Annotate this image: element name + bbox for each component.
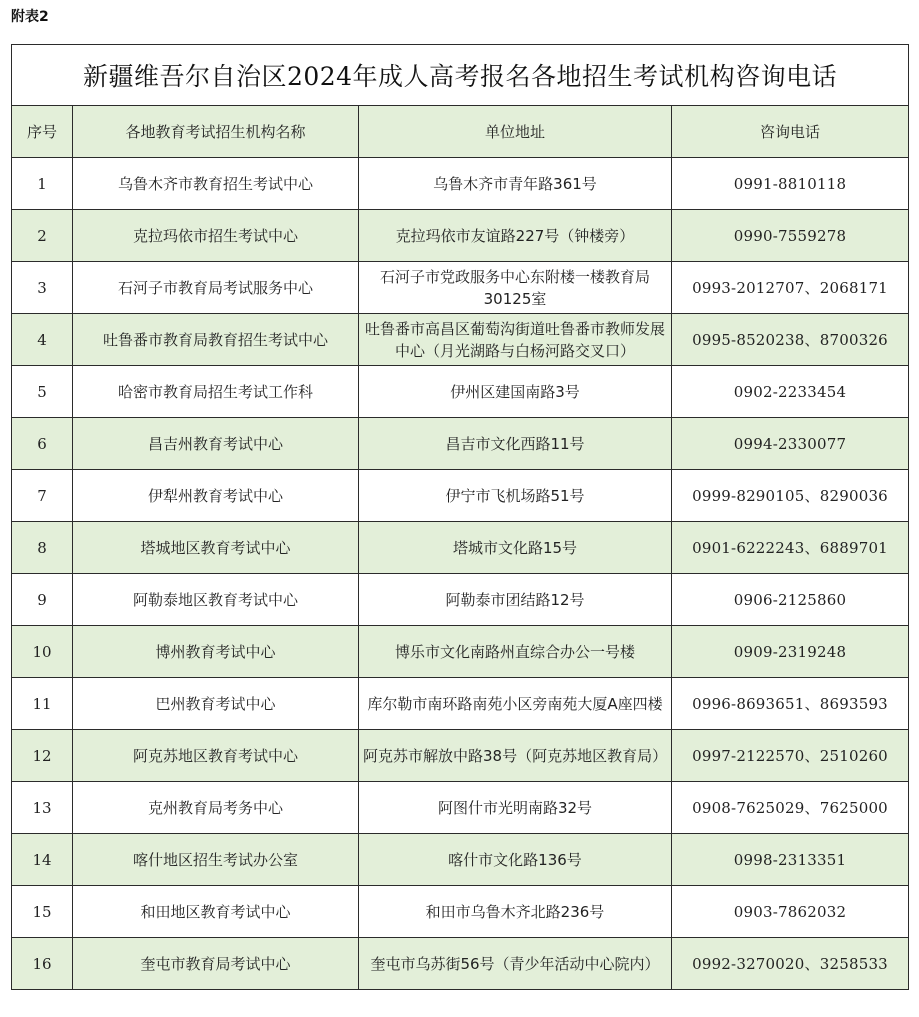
institution-address: 克拉玛依市友谊路227号（钟楼旁） [359,210,672,262]
consultation-phone: 0990-7559278 [672,210,909,262]
institution-address: 阿图什市光明南路32号 [359,782,672,834]
consultation-phone: 0909-2319248 [672,626,909,678]
institution-address: 吐鲁番市高昌区葡萄沟街道吐鲁番市教师发展中心（月光湖路与白杨河路交叉口） [359,314,672,366]
consultation-phone: 0906-2125860 [672,574,909,626]
institution-name: 昌吉州教育考试中心 [73,418,359,470]
consultation-phone: 0903-7862032 [672,886,909,938]
institution-address: 伊州区建国南路3号 [359,366,672,418]
header-index: 序号 [12,106,73,158]
header-row [12,106,909,158]
institution-name: 博州教育考试中心 [73,626,359,678]
row-index: 10 [12,626,73,678]
row-index: 4 [12,314,73,366]
institution-address: 阿克苏市解放中路38号（阿克苏地区教育局） [359,730,672,782]
table-row [12,678,909,730]
institution-name: 奎屯市教育局考试中心 [73,938,359,990]
table-row [12,262,909,314]
table-row [12,158,909,210]
institution-name: 吐鲁番市教育局教育招生考试中心 [73,314,359,366]
consultation-phone: 0901-6222243、6889701 [672,522,909,574]
consultation-phone: 0998-2313351 [672,834,909,886]
institution-address: 和田市乌鲁木齐北路236号 [359,886,672,938]
institution-address: 奎屯市乌苏街56号（青少年活动中心院内） [359,938,672,990]
institution-name: 伊犁州教育考试中心 [73,470,359,522]
table-row [12,938,909,990]
table-row [12,730,909,782]
institution-name: 喀什地区招生考试办公室 [73,834,359,886]
institution-address: 乌鲁木齐市青年路361号 [359,158,672,210]
institution-name: 石河子市教育局考试服务中心 [73,262,359,314]
table-row [12,314,909,366]
table-row [12,522,909,574]
table-row [12,782,909,834]
appendix-caption: 附表2 [11,9,49,25]
row-index: 1 [12,158,73,210]
table-row [12,418,909,470]
row-index: 6 [12,418,73,470]
row-index: 9 [12,574,73,626]
table-row [12,626,909,678]
row-index: 15 [12,886,73,938]
row-index: 2 [12,210,73,262]
consultation-phone-table [11,44,909,990]
institution-name: 克拉玛依市招生考试中心 [73,210,359,262]
row-index: 3 [12,262,73,314]
consultation-phone: 0997-2122570、2510260 [672,730,909,782]
table-row [12,366,909,418]
consultation-phone: 0908-7625029、7625000 [672,782,909,834]
consultation-phone: 0999-8290105、8290036 [672,470,909,522]
institution-name: 克州教育局考务中心 [73,782,359,834]
consultation-phone: 0992-3270020、3258533 [672,938,909,990]
row-index: 5 [12,366,73,418]
table-title: 新疆维吾尔自治区2024年成人高考报名各地招生考试机构咨询电话 [12,45,909,106]
row-index: 12 [12,730,73,782]
table-row [12,210,909,262]
row-index: 16 [12,938,73,990]
institution-address: 昌吉市文化西路11号 [359,418,672,470]
institution-name: 和田地区教育考试中心 [73,886,359,938]
institution-address: 石河子市党政服务中心东附楼一楼教育局30125室 [359,262,672,314]
consultation-phone: 0993-2012707、2068171 [672,262,909,314]
row-index: 7 [12,470,73,522]
consultation-phone: 0994-2330077 [672,418,909,470]
institution-name: 哈密市教育局招生考试工作科 [73,366,359,418]
institution-name: 乌鲁木齐市教育招生考试中心 [73,158,359,210]
table-row [12,470,909,522]
row-index: 8 [12,522,73,574]
table-body [12,158,909,990]
row-index: 13 [12,782,73,834]
consultation-phone: 0902-2233454 [672,366,909,418]
institution-address: 喀什市文化路136号 [359,834,672,886]
institution-name: 阿克苏地区教育考试中心 [73,730,359,782]
consultation-phone: 0995-8520238、8700326 [672,314,909,366]
header-phone: 咨询电话 [672,106,909,158]
row-index: 14 [12,834,73,886]
header-address: 单位地址 [359,106,672,158]
institution-name: 阿勒泰地区教育考试中心 [73,574,359,626]
institution-name: 塔城地区教育考试中心 [73,522,359,574]
consultation-phone: 0996-8693651、8693593 [672,678,909,730]
institution-address: 塔城市文化路15号 [359,522,672,574]
header-name: 各地教育考试招生机构名称 [73,106,359,158]
table-row [12,574,909,626]
row-index: 11 [12,678,73,730]
institution-address: 博乐市文化南路州直综合办公一号楼 [359,626,672,678]
consultation-phone: 0991-8810118 [672,158,909,210]
table-row [12,834,909,886]
institution-address: 伊宁市飞机场路51号 [359,470,672,522]
institution-name: 巴州教育考试中心 [73,678,359,730]
institution-address: 阿勒泰市团结路12号 [359,574,672,626]
institution-address: 库尔勒市南环路南苑小区旁南苑大厦A座四楼 [359,678,672,730]
table-row [12,886,909,938]
